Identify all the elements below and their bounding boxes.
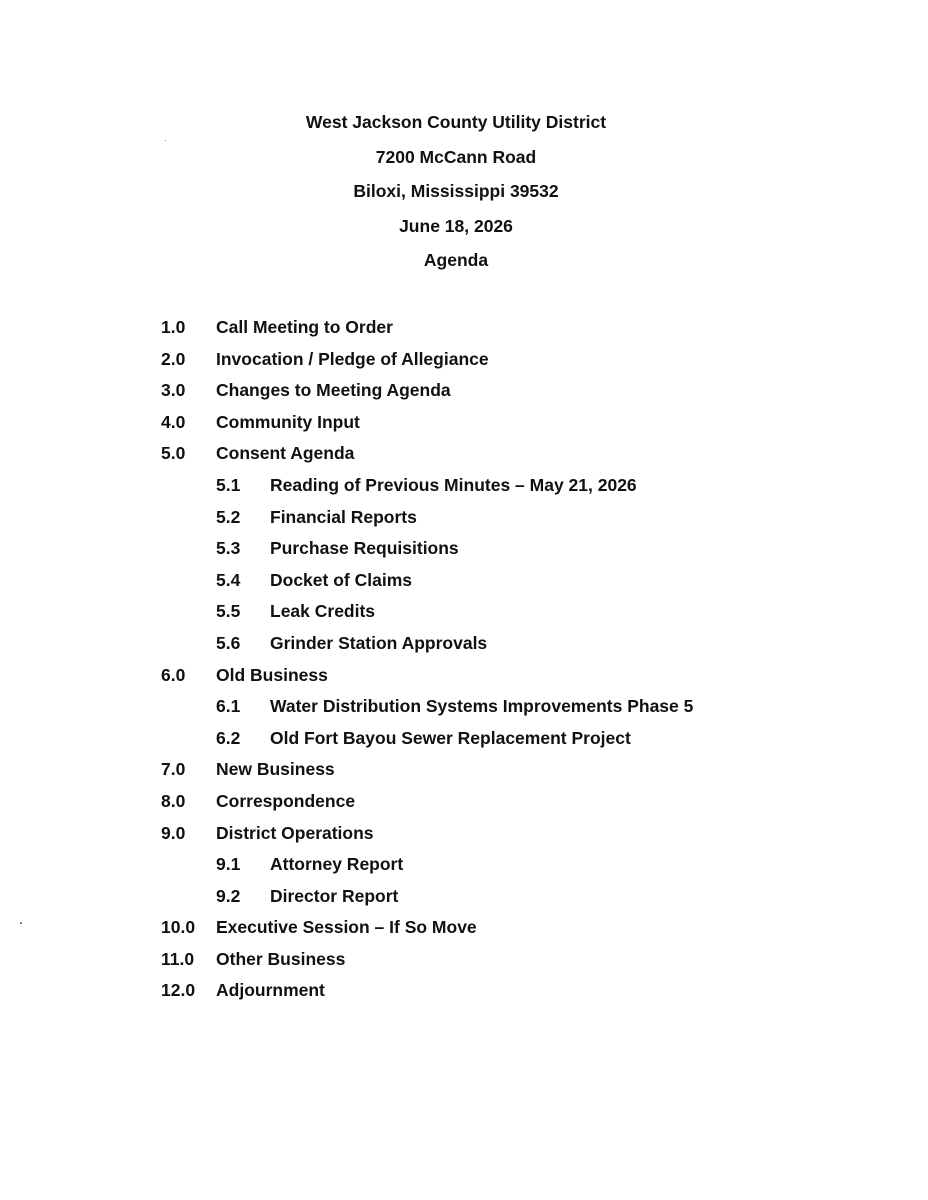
agenda-item-number: 6.0: [161, 664, 186, 685]
agenda-item-label: Consent Agenda: [216, 443, 355, 464]
agenda-subitem: [0, 724, 928, 756]
agenda-item: [0, 345, 928, 377]
agenda-item: [0, 787, 928, 819]
agenda-item-number: 5.6: [216, 632, 241, 653]
agenda-item-label: Other Business: [216, 948, 346, 969]
agenda-subitem: [0, 850, 928, 882]
agenda-list: [0, 313, 928, 1008]
agenda-item-label: Invocation / Pledge of Allegiance: [216, 348, 489, 369]
agenda-subitem: [0, 629, 928, 661]
agenda-subitem: [0, 534, 928, 566]
agenda-item-number: 5.3: [216, 538, 241, 559]
agenda-item-number: 3.0: [161, 380, 186, 401]
organization-name: West Jackson County Utility District: [305, 112, 607, 132]
agenda-item-label: Community Input: [216, 411, 360, 432]
agenda-item-number: 9.2: [216, 885, 241, 906]
agenda-item-label: Adjournment: [216, 980, 325, 1001]
agenda-item-label: Financial Reports: [270, 506, 417, 527]
agenda-item-number: 5.4: [216, 569, 241, 590]
agenda-item: [0, 376, 928, 408]
agenda-item-label: Correspondence: [216, 790, 356, 811]
scan-speck: [20, 922, 22, 924]
document-title: Agenda: [423, 250, 489, 271]
agenda-item-label: Water Distribution Systems Improvements Phase 5: [270, 696, 694, 717]
agenda-item-label: Grinder Station Approvals: [270, 632, 488, 653]
agenda-item: [0, 819, 928, 851]
agenda-subitem: [0, 882, 928, 914]
meeting-date: June 18, 2026: [399, 215, 513, 236]
agenda-item: [0, 661, 928, 693]
agenda-item-number: 7.0: [161, 759, 186, 780]
agenda-item-number: 6.1: [216, 696, 241, 717]
agenda-item-number: 4.0: [161, 411, 186, 432]
agenda-item-label: Executive Session – If So Move: [216, 917, 477, 938]
agenda-item-label: Director Report: [270, 885, 399, 906]
agenda-item-label: New Business: [216, 759, 335, 780]
agenda-item-number: 2.0: [161, 348, 186, 369]
agenda-item-number: 5.1: [216, 474, 241, 495]
agenda-subitem: [0, 597, 928, 629]
agenda-item-label: Attorney Report: [270, 854, 404, 875]
agenda-subitem: [0, 692, 928, 724]
agenda-item-number: 11.0: [161, 948, 195, 969]
agenda-item-label: Purchase Requisitions: [270, 538, 459, 559]
agenda-item-label: Docket of Claims: [270, 569, 412, 590]
agenda-item: [0, 913, 928, 945]
agenda-item-number: 5.5: [216, 601, 241, 622]
agenda-item-number: 5.0: [161, 443, 186, 464]
agenda-item: [0, 313, 928, 345]
agenda-item-label: Old Business: [216, 664, 328, 685]
agenda-item: [0, 976, 928, 1008]
agenda-item-label: Call Meeting to Order: [216, 317, 393, 337]
agenda-item-number: 9.1: [216, 854, 241, 875]
agenda-subitem: [0, 471, 928, 503]
agenda-item-label: Leak Credits: [270, 601, 376, 622]
agenda-item-number: 12.0: [161, 980, 196, 1001]
agenda-item-number: 5.2: [216, 506, 241, 527]
agenda-item-label: Old Fort Bayou Sewer Replacement Project: [270, 727, 631, 748]
agenda-item-number: 1.0: [161, 317, 186, 337]
agenda-item-label: Reading of Previous Minutes – May 21, 2026: [270, 474, 637, 495]
agenda-item-number: 8.0: [161, 790, 186, 811]
agenda-subitem: [0, 566, 928, 598]
agenda-item: [0, 945, 928, 977]
agenda-item: [0, 755, 928, 787]
agenda-item-number: 10.0: [161, 917, 196, 938]
agenda-item-number: 9.0: [161, 822, 186, 843]
agenda-item-label: District Operations: [216, 822, 374, 843]
agenda-item: [0, 408, 928, 440]
address-line-2: Biloxi, Mississippi 39532: [353, 181, 559, 202]
agenda-item-number: 6.2: [216, 727, 241, 748]
document-header: [0, 109, 912, 282]
agenda-item-label: Changes to Meeting Agenda: [216, 380, 451, 401]
scan-speck: [165, 140, 166, 141]
agenda-subitem: [0, 503, 928, 535]
address-line-1: 7200 McCann Road: [375, 146, 537, 167]
agenda-item: [0, 439, 928, 471]
